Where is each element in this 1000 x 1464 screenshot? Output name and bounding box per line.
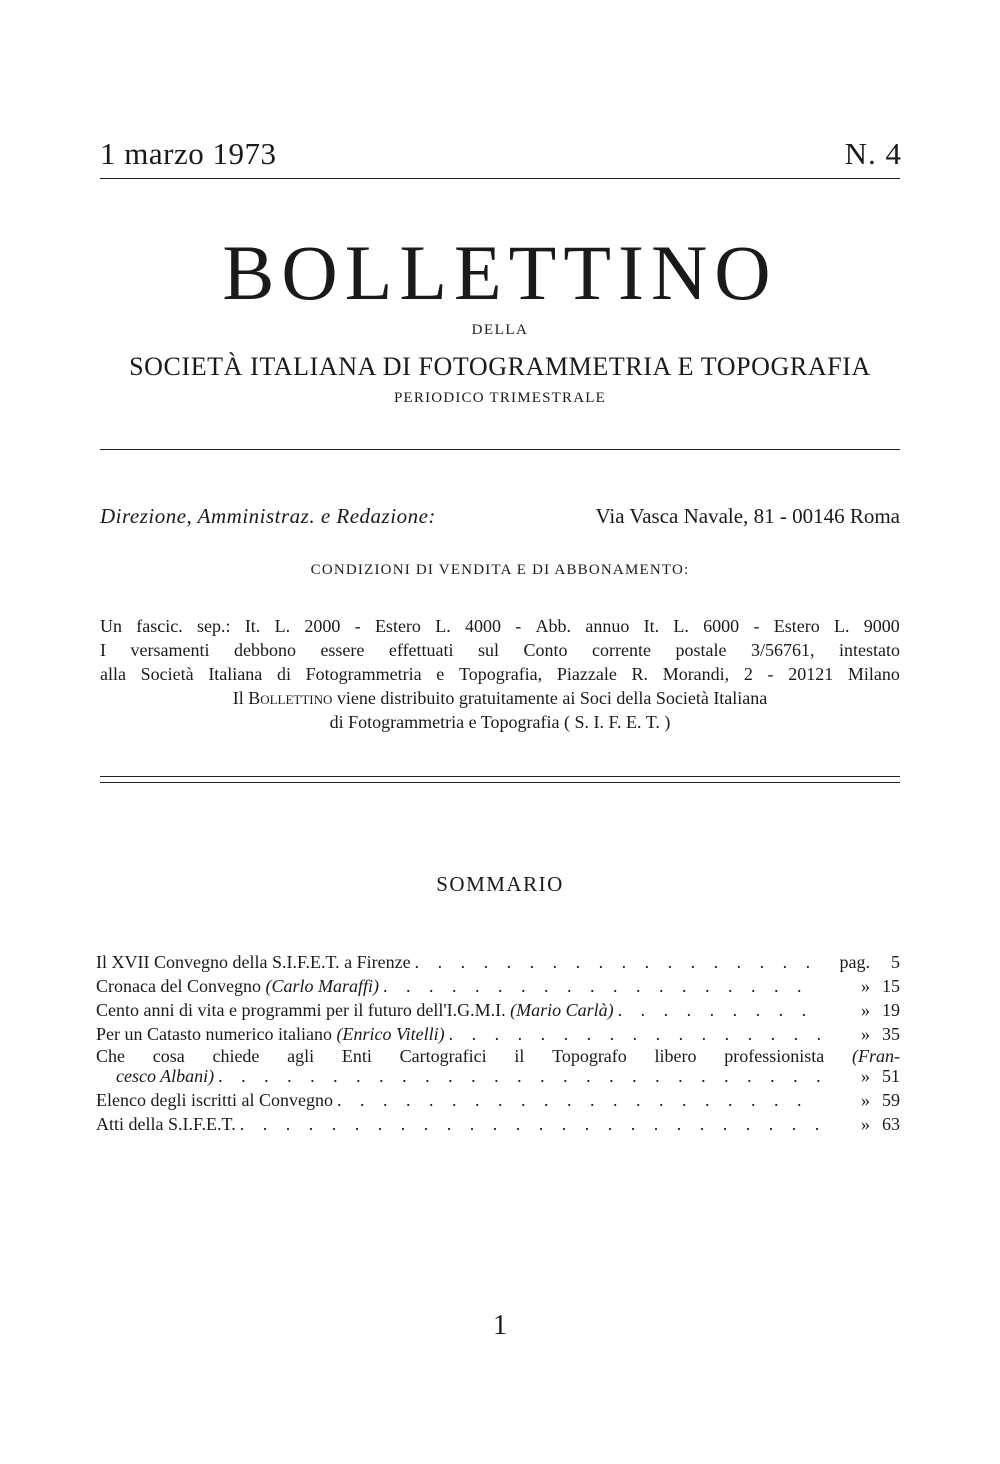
word: 2000: [304, 616, 341, 636]
masthead-periodicity: PERIODICO TRIMESTRALE: [393, 390, 606, 406]
toc-item-page: 15: [882, 976, 900, 996]
toc-item-title: Elenco degli iscritti al Convegno: [96, 1090, 333, 1110]
word: L.: [834, 616, 850, 636]
toc-item-title: Cento anni di vita e programmi per il futuro dell'I.G.M.I.: [96, 1000, 511, 1020]
distribution-line: [100, 686, 900, 710]
word: corrente: [592, 640, 651, 660]
toc-item: [96, 998, 900, 1022]
word: postale: [675, 640, 727, 660]
toc-item-page: 59: [882, 1090, 900, 1110]
masthead-title: BOLLETTINO: [222, 229, 778, 316]
toc-item-page: 63: [882, 1114, 900, 1134]
word: -: [515, 616, 522, 636]
word: (Fran-: [851, 1046, 900, 1066]
toc-leader: [411, 950, 820, 974]
conditions-heading: CONDIZIONI DI VENDITA E DI ABBONAMENTO:: [310, 562, 690, 578]
word: Che: [96, 1046, 125, 1066]
word: It.: [643, 616, 660, 636]
toc-item-author: (Enrico Vitelli): [336, 1024, 445, 1044]
masthead-society: SOCIETÀ ITALIANA DI FOTOGRAMMETRIA E TOPOGRAFIA: [129, 352, 871, 381]
word: versamenti: [130, 640, 210, 660]
word: Un: [100, 616, 122, 636]
subscription-terms: [100, 614, 900, 734]
toc-item-page: 19: [882, 1000, 900, 1020]
masthead-rule: [100, 449, 900, 450]
double-rule-top: [100, 776, 900, 777]
toc-leader: [214, 1064, 820, 1088]
word: 4000: [464, 616, 501, 636]
toc-item: [96, 1046, 900, 1088]
toc-item-prefix: »: [861, 1000, 870, 1020]
toc-item-line-2: [96, 1064, 900, 1088]
table-of-contents: [96, 950, 900, 1136]
word: 6000: [703, 616, 740, 636]
address-label: Direzione, Amministraz. e Redazione:: [100, 504, 436, 528]
word: Abb.: [535, 616, 572, 636]
word: Italiana: [208, 664, 263, 684]
toc-leader: [445, 1022, 820, 1046]
word: I: [100, 640, 106, 660]
toc-item-title: Il XVII Convegno della S.I.F.E.T. a Firenze: [96, 952, 411, 972]
toc-item-page: 5: [891, 952, 900, 972]
toc-item-prefix: »: [861, 1024, 870, 1044]
distribution-suffix: viene distribuito gratuitamente ai Soci della Società Italiana: [332, 688, 768, 708]
toc-item: [96, 974, 900, 998]
word: -: [767, 664, 774, 684]
toc-item-prefix: »: [861, 976, 870, 996]
toc-item: [96, 1022, 900, 1046]
toc-item-prefix: »: [861, 1066, 870, 1086]
distribution-line-2: di Fotogrammetria e Topografia ( S. I. F. E. T. ): [329, 712, 671, 732]
toc-item-author: (Carlo Maraffi): [265, 976, 379, 996]
word: Topografia,: [458, 664, 543, 684]
address-text: Via Vasca Navale, 81 - 00146 Roma: [595, 504, 900, 528]
toc-item-title: Cronaca del Convegno: [96, 976, 266, 996]
word: Enti: [341, 1046, 372, 1066]
word: Fotogrammetria: [305, 664, 422, 684]
word: It.: [244, 616, 261, 636]
toc-item: [96, 950, 900, 974]
word: 3/56761,: [750, 640, 815, 660]
toc-leader: [333, 1088, 820, 1112]
price-line: [100, 614, 900, 638]
word: Piazzale: [556, 664, 617, 684]
word: e: [436, 664, 445, 684]
word: il: [514, 1046, 525, 1066]
word: alla: [100, 664, 126, 684]
word: cosa: [152, 1046, 185, 1066]
toc-leader: [236, 1112, 820, 1136]
toc-leader: [379, 974, 820, 998]
word: di: [276, 664, 291, 684]
toc-item-prefix: »: [861, 1114, 870, 1134]
editorial-address: [100, 504, 900, 529]
word: Estero: [374, 616, 421, 636]
masthead-della: DELLA: [471, 322, 529, 338]
word: Estero: [773, 616, 820, 636]
word: agli: [287, 1046, 315, 1066]
page-number: 1: [493, 1310, 507, 1341]
word: -: [354, 616, 361, 636]
payment-line: [100, 638, 900, 662]
word: Topografo: [552, 1046, 627, 1066]
distribution-name: Bollettino: [248, 688, 333, 708]
toc-leader: [614, 998, 820, 1022]
word: L.: [673, 616, 689, 636]
word: sul: [478, 640, 500, 660]
word: L.: [435, 616, 451, 636]
word: annuo: [585, 616, 630, 636]
issue-date: 1 marzo 1973: [100, 136, 277, 171]
word: Conto: [523, 640, 568, 660]
toc-item-author: (Mario Carlà): [510, 1000, 614, 1020]
word: L.: [274, 616, 291, 636]
toc-item-line-1: [96, 1048, 900, 1064]
contents-title: SOMMARIO: [436, 872, 564, 896]
issue-number: N. 4: [844, 136, 902, 171]
toc-item-author: cesco Albani): [116, 1066, 215, 1086]
word: libero: [654, 1046, 697, 1066]
double-rule-bottom: [100, 782, 900, 783]
word: 20121: [788, 664, 834, 684]
word: 9000: [863, 616, 900, 636]
word: 2: [743, 664, 753, 684]
toc-item-title: Atti della S.I.F.E.T.: [96, 1114, 236, 1134]
word: Cartografici: [399, 1046, 487, 1066]
word: chiede: [212, 1046, 260, 1066]
word: intestato: [838, 640, 900, 660]
toc-item-title: Per un Catasto numerico italiano: [96, 1024, 337, 1044]
word: Morandi,: [662, 664, 730, 684]
word: essere: [320, 640, 365, 660]
distribution-prefix: Il: [232, 688, 249, 708]
word: effettuati: [388, 640, 454, 660]
word: professionista: [724, 1046, 825, 1066]
word: fascic.: [136, 616, 183, 636]
word: sep.:: [197, 616, 231, 636]
word: Milano: [847, 664, 900, 684]
header-rule: [100, 178, 900, 179]
word: Società: [140, 664, 194, 684]
toc-item-prefix: »: [861, 1090, 870, 1110]
word: R.: [631, 664, 649, 684]
payee-line: [100, 662, 900, 686]
toc-item: [96, 1088, 900, 1112]
toc-item-page: 51: [882, 1066, 900, 1086]
word: -: [753, 616, 760, 636]
toc-item-page: 35: [882, 1024, 900, 1044]
word: debbono: [233, 640, 296, 660]
toc-item-prefix: pag.: [839, 952, 870, 972]
toc-item: [96, 1112, 900, 1136]
